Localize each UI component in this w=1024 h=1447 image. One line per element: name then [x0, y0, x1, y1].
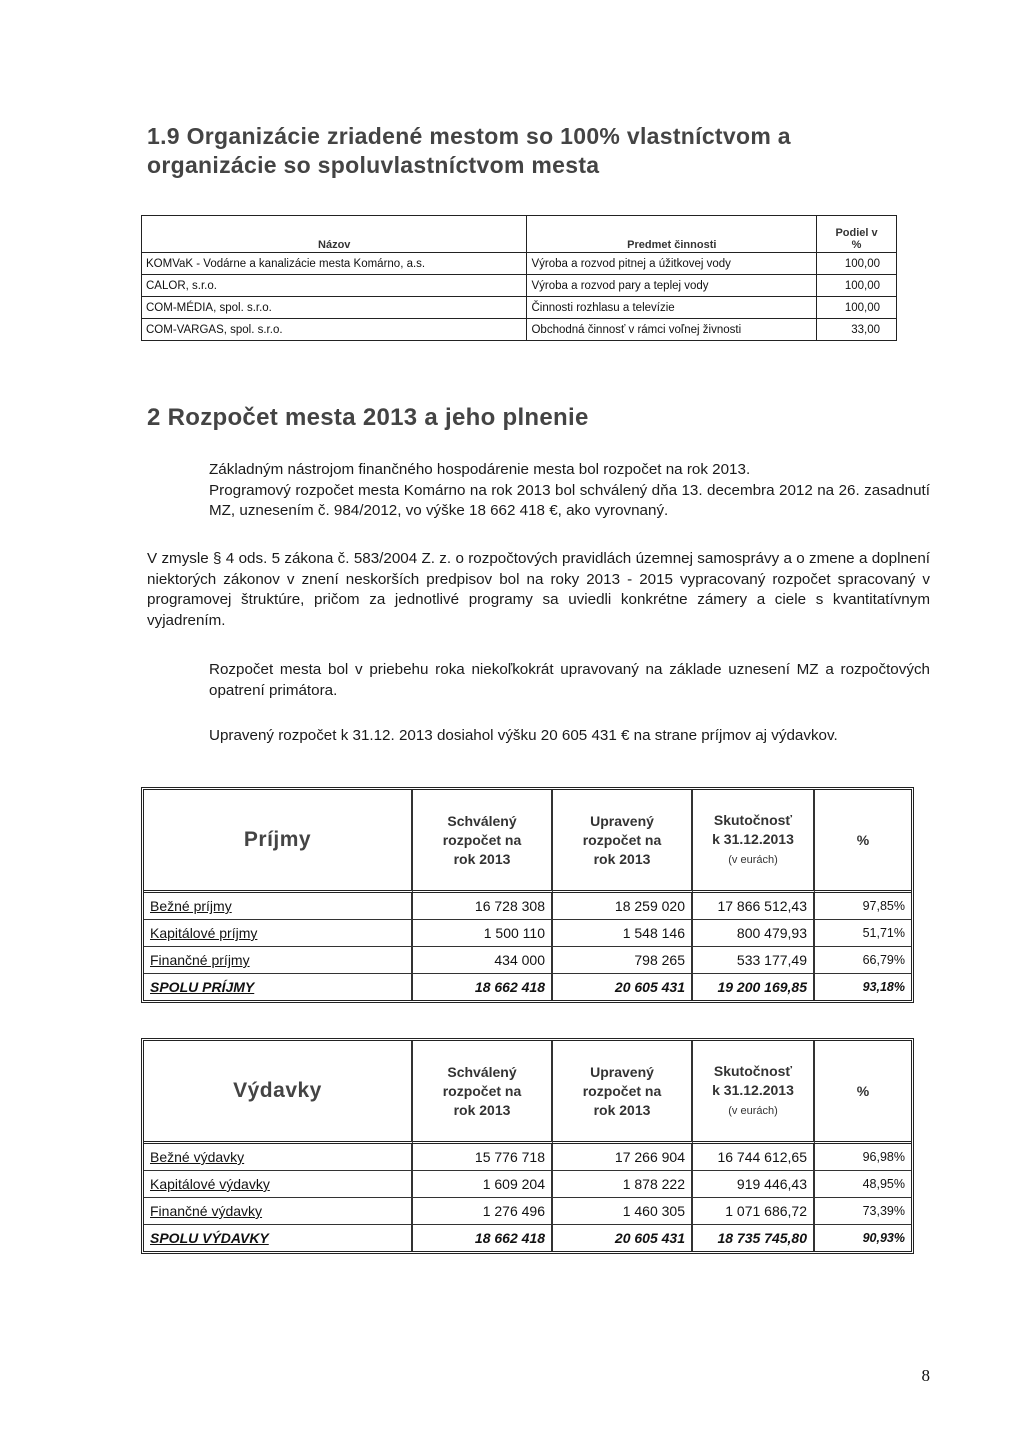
header-actual-line2: k 31.12.2013 — [712, 830, 794, 847]
header-approved-line2: rozpočet na — [442, 1082, 522, 1099]
table-row — [144, 1198, 911, 1225]
header-adjusted-line2: rozpočet na — [582, 831, 662, 848]
section-heading-2: 2 Rozpočet mesta 2013 a jeho plnenie — [147, 404, 589, 431]
header-actual-line3: (v eurách) — [728, 1104, 778, 1117]
header-approved-budget — [413, 1041, 553, 1144]
actual-value: 919 446,43 — [693, 1171, 815, 1198]
org-subject: Obchodná činnosť v rámci voľnej živnosti — [527, 319, 817, 341]
percent-total: 93,18% — [862, 980, 905, 994]
actual-total: 18 735 745,80 — [693, 1225, 815, 1251]
heading-line-1: 1.9 Organizácie zriadené mestom so 100% vlastníctvom a — [147, 123, 791, 149]
header-share-line1: Podiel v — [835, 227, 878, 239]
header-actual — [693, 1041, 815, 1144]
adjusted-total: 20 605 431 — [553, 974, 693, 1000]
percent-value: 51,71% — [815, 920, 911, 947]
total-label: SPOLU VÝDAVKY — [144, 1225, 413, 1251]
row-label: Kapitálové výdavky — [144, 1171, 413, 1198]
income-table — [141, 787, 914, 1003]
page-number: 8 — [921, 1366, 930, 1385]
row-label: Bežné výdavky — [144, 1144, 413, 1171]
actual-value: 17 866 512,43 — [693, 893, 815, 920]
total-row — [144, 974, 911, 1000]
approved-total: 18 662 418 — [413, 974, 553, 1000]
header-approved-budget — [413, 790, 553, 893]
row-label: Bežné príjmy — [144, 893, 413, 920]
adjusted-total: 20 605 431 — [553, 1225, 693, 1251]
organizations-table — [141, 215, 897, 341]
org-share: 33,00 — [817, 319, 897, 341]
approved-value: 1 500 110 — [413, 920, 553, 947]
adjusted-value: 798 265 — [553, 947, 693, 974]
header-adjusted-line3: rok 2013 — [593, 1101, 651, 1118]
org-subject: Činnosti rozhlasu a televízie — [527, 297, 817, 319]
row-label: Finančné výdavky — [144, 1198, 413, 1225]
adjusted-value: 18 259 020 — [553, 893, 693, 920]
paragraph-2: Programový rozpočet mesta Komárno na rok 2013 bol schválený dňa 13. decembra 2012 na 26. zasadnutí MZ, uznesením č. 984/2012, vo výške 18 662 418 €, ako vyrovnaný. — [209, 481, 930, 519]
header-adjusted-line2: rozpočet na — [582, 1082, 662, 1099]
header-percent: % — [815, 1041, 911, 1144]
total-label: SPOLU PRÍJMY — [144, 974, 413, 1000]
row-label: Finančné príjmy — [144, 947, 413, 974]
header-name: Názov — [142, 216, 527, 253]
header-approved-line2: rozpočet na — [442, 831, 522, 848]
table-row — [144, 920, 911, 947]
adjusted-value: 1 878 222 — [553, 1171, 693, 1198]
approved-value: 434 000 — [413, 947, 553, 974]
paragraph-4-block — [147, 660, 930, 701]
header-percent: % — [815, 790, 911, 893]
percent-value: 73,39% — [815, 1198, 911, 1225]
actual-value: 16 744 612,65 — [693, 1144, 815, 1171]
expenses-table — [141, 1038, 914, 1254]
paragraph-1: Základným nástrojom finančného hospodárenie mesta bol rozpočet na rok 2013. — [209, 461, 751, 478]
heading-line-2: organizácie so spoluvlastníctvom mesta — [147, 152, 600, 178]
paragraph-5-block — [147, 726, 930, 747]
table-header-row — [142, 216, 897, 253]
table-row — [142, 253, 897, 275]
income-header-row — [144, 790, 911, 893]
org-subject: Výroba a rozvod pitnej a úžitkovej vody — [527, 253, 817, 275]
adjusted-value: 1 460 305 — [553, 1198, 693, 1225]
org-name: CALOR, s.r.o. — [142, 275, 527, 297]
approved-total: 18 662 418 — [413, 1225, 553, 1251]
table-row — [144, 1171, 911, 1198]
org-name: KOMVaK - Vodárne a kanalizácie mesta Komárno, a.s. — [142, 253, 527, 275]
approved-value: 16 728 308 — [413, 893, 553, 920]
approved-value: 15 776 718 — [413, 1144, 553, 1171]
org-name: COM-MÉDIA, spol. s.r.o. — [142, 297, 527, 319]
header-actual-line3: (v eurách) — [728, 853, 778, 866]
org-share: 100,00 — [817, 253, 897, 275]
header-adjusted-budget — [553, 790, 693, 893]
table-row — [142, 275, 897, 297]
section-heading-1-9 — [147, 122, 907, 180]
row-label: Kapitálové príjmy — [144, 920, 413, 947]
table-row — [142, 319, 897, 341]
percent-total: 90,93% — [862, 1231, 905, 1245]
table-row — [142, 297, 897, 319]
header-share-line2: % — [851, 239, 862, 251]
org-share: 100,00 — [817, 275, 897, 297]
paragraph-intro — [147, 460, 930, 522]
percent-value: 96,98% — [815, 1144, 911, 1171]
paragraph-5: Upravený rozpočet k 31.12. 2013 dosiahol výšku 20 605 431 € na strane príjmov aj výdavkov. — [209, 727, 838, 744]
adjusted-value: 1 548 146 — [553, 920, 693, 947]
table-row — [144, 1144, 911, 1171]
expenses-header-row — [144, 1041, 911, 1144]
table-row — [144, 947, 911, 974]
actual-value: 800 479,93 — [693, 920, 815, 947]
header-approved-line3: rok 2013 — [453, 1101, 511, 1118]
actual-value: 1 071 686,72 — [693, 1198, 815, 1225]
org-share: 100,00 — [817, 297, 897, 319]
table-row — [144, 893, 911, 920]
header-approved-line1: Schválený — [447, 1063, 517, 1080]
header-adjusted-budget — [553, 1041, 693, 1144]
header-approved-line3: rok 2013 — [453, 850, 511, 867]
income-title: Príjmy — [144, 790, 413, 893]
header-adjusted-line1: Upravený — [590, 1063, 654, 1080]
header-adjusted-line3: rok 2013 — [593, 850, 651, 867]
header-subject: Predmet činnosti — [527, 216, 817, 253]
header-actual-line2: k 31.12.2013 — [712, 1081, 794, 1098]
actual-total: 19 200 169,85 — [693, 974, 815, 1000]
approved-value: 1 276 496 — [413, 1198, 553, 1225]
header-actual — [693, 790, 815, 893]
total-row — [144, 1225, 911, 1251]
header-share — [817, 216, 897, 253]
adjusted-value: 17 266 904 — [553, 1144, 693, 1171]
header-actual-line1: Skutočnosť — [713, 811, 793, 828]
paragraph-4: Rozpočet mesta bol v priebehu roka niekoľkokrát upravovaný na základe uznesení MZ a rozpočtových opatrení primátora. — [209, 661, 930, 699]
percent-value: 66,79% — [815, 947, 911, 974]
org-subject: Výroba a rozvod pary a teplej vody — [527, 275, 817, 297]
paragraph-3-block — [147, 549, 930, 631]
header-approved-line1: Schválený — [447, 812, 517, 829]
paragraph-3: V zmysle § 4 ods. 5 zákona č. 583/2004 Z. z. o rozpočtových pravidlách územnej samosprávy a o zmene a doplnení niektorých zákonov v znení neskorších predpisov bol na roky 2013 - 2015 vypracovaný rozpočet spracovaný v programovej štruktúre, pričom za jednotlivé programy sa uviedli konkrétne zámery a ciele s kvantitatívnym vyjadrením. — [147, 550, 930, 629]
percent-value: 97,85% — [815, 893, 911, 920]
approved-value: 1 609 204 — [413, 1171, 553, 1198]
actual-value: 533 177,49 — [693, 947, 815, 974]
org-name: COM-VARGAS, spol. s.r.o. — [142, 319, 527, 341]
percent-value: 48,95% — [815, 1171, 911, 1198]
header-adjusted-line1: Upravený — [590, 812, 654, 829]
header-actual-line1: Skutočnosť — [713, 1062, 793, 1079]
expenses-title: Výdavky — [144, 1041, 413, 1144]
